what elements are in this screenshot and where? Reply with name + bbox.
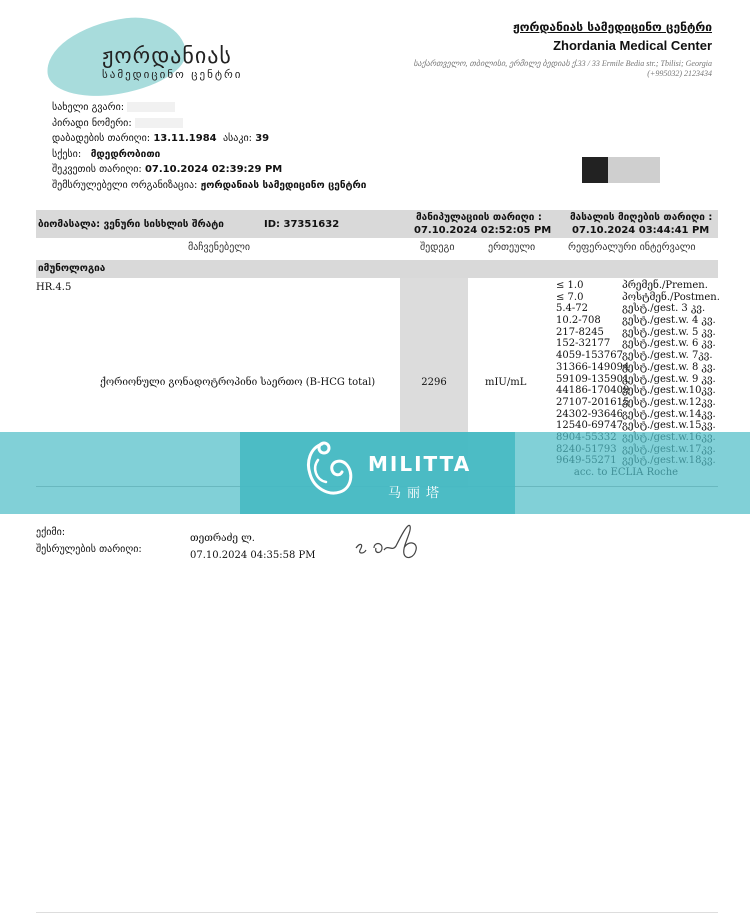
patient-dob-row bbox=[52, 131, 366, 147]
range-label: გესტ./gest.w.10კვ. bbox=[622, 385, 716, 397]
org-label: შემსრულებელი ორგანიზაცია: bbox=[52, 179, 198, 191]
range-row bbox=[556, 362, 716, 374]
range-row bbox=[556, 350, 716, 362]
patient-sex-row bbox=[52, 147, 366, 163]
doctor-label: ექიმი: bbox=[36, 527, 66, 538]
range-value: 12540-69747 bbox=[556, 420, 624, 432]
sample-header-bar bbox=[36, 210, 718, 238]
range-value: 5.4-72 bbox=[556, 303, 589, 315]
address-line2: (+995032) 2123434 bbox=[647, 69, 712, 78]
clinic-address bbox=[413, 59, 712, 79]
patient-id-row bbox=[52, 116, 366, 132]
col-unit: ერთეული bbox=[488, 242, 536, 253]
footer-labels bbox=[36, 524, 142, 558]
test-name: ქორიონული გონადოტროპინი საერთო (B-HCG total) bbox=[100, 377, 376, 388]
range-label: გესტ./gest. 3 კვ. bbox=[622, 303, 706, 315]
clinic-name-eng: Zhordania Medical Center bbox=[553, 38, 712, 53]
range-row bbox=[556, 397, 716, 409]
range-label: გესტ./gest.w. 4 კვ. bbox=[622, 315, 716, 327]
range-row bbox=[556, 315, 716, 327]
logo-line1: ჟორდანიას bbox=[102, 44, 232, 69]
col-result: შედეგი bbox=[420, 242, 455, 253]
range-label: პრემენ./Premen. bbox=[622, 280, 708, 291]
range-value: 24302-93646 bbox=[556, 408, 624, 420]
age-value: 39 bbox=[255, 133, 270, 144]
range-row bbox=[556, 385, 716, 397]
watermark-subtext: 马丽塔 bbox=[388, 486, 446, 501]
range-row bbox=[556, 280, 716, 292]
doctor-value: თეთრაძე ლ. bbox=[190, 533, 255, 544]
manip-date-label: მანიპულაციის თარიღი : bbox=[416, 212, 542, 223]
range-row bbox=[556, 338, 716, 350]
col-indicator: მაჩვენებელი bbox=[188, 242, 251, 253]
org-row bbox=[52, 178, 366, 194]
range-value: 59109-135901 bbox=[556, 373, 630, 385]
range-label: პოსტმენ./Postmen. bbox=[622, 291, 720, 303]
page-bottom-line bbox=[36, 912, 718, 913]
redacted-name bbox=[127, 102, 175, 112]
age-label: ასაკი: bbox=[222, 133, 252, 144]
range-row bbox=[556, 291, 720, 304]
range-value: 44186-170409 bbox=[556, 385, 630, 397]
range-label: გესტ./gest.w.15კვ. bbox=[622, 420, 716, 432]
range-value: ≤ 7.0 bbox=[556, 291, 584, 303]
range-label: გესტ./gest.w. 5 კვ. bbox=[622, 326, 716, 338]
manip-date-value: 07.10.2024 02:52:05 PM bbox=[414, 225, 552, 236]
range-row bbox=[556, 303, 716, 315]
range-value: 152-32177 bbox=[556, 338, 611, 350]
clinic-header bbox=[413, 20, 712, 79]
sample-date-value: 07.10.2024 03:44:41 PM bbox=[572, 225, 710, 236]
range-row bbox=[556, 420, 716, 432]
watermark-icon bbox=[300, 438, 356, 502]
signature-icon bbox=[352, 518, 422, 562]
exec-date-label: შესრულების თარიღი: bbox=[36, 544, 142, 555]
sex-value: მდედრობითი bbox=[90, 148, 161, 160]
test-result: 2296 bbox=[421, 377, 447, 388]
range-label: გესტ./gest.w. 8 კვ. bbox=[622, 361, 716, 373]
logo-line2: სამედიცინო ცენტრი bbox=[102, 68, 243, 81]
order-date-row bbox=[52, 162, 366, 178]
range-value: 31366-149094 bbox=[556, 361, 630, 373]
range-value: 10.2-708 bbox=[556, 315, 601, 327]
patient-name-label: სახელი გვარი: bbox=[52, 102, 125, 113]
dob-label: დაბადების თარიღი: bbox=[52, 133, 151, 144]
section-title: იმუნოლოგია bbox=[36, 260, 718, 278]
patient-info bbox=[52, 100, 366, 193]
order-date-value: 07.10.2024 02:39:29 PM bbox=[144, 164, 283, 175]
redaction-black bbox=[582, 157, 608, 183]
test-code: HR.4.5 bbox=[36, 282, 72, 293]
footer-values bbox=[190, 530, 316, 564]
range-label: გესტ./gest.w.12კვ. bbox=[622, 396, 716, 408]
sample-date-label: მასალის მიღების თარიღი : bbox=[570, 212, 713, 223]
range-value: 27107-201615 bbox=[556, 396, 630, 408]
range-value: 4059-153767 bbox=[556, 350, 624, 362]
range-label: გესტ./gest.w.14კვ. bbox=[622, 408, 716, 420]
patient-name-row bbox=[52, 100, 366, 116]
range-label: გესტ./gest.w. 9 კვ. bbox=[622, 373, 716, 385]
range-row bbox=[556, 409, 716, 421]
range-row bbox=[556, 374, 716, 386]
range-row bbox=[556, 327, 716, 339]
redaction-block bbox=[582, 157, 660, 183]
column-headers bbox=[36, 238, 718, 258]
col-reference: რეფერალური ინტერვალი bbox=[568, 242, 696, 253]
test-unit: mIU/mL bbox=[485, 377, 527, 388]
sample-id: ID: 37351632 bbox=[264, 219, 340, 230]
watermark-text: MILITTA bbox=[368, 452, 472, 476]
redacted-id bbox=[135, 118, 183, 128]
range-label: გესტ./gest.w. 6 კვ. bbox=[622, 338, 716, 350]
range-value: ≤ 1.0 bbox=[556, 280, 584, 291]
address-line1: საქართველო, თბილისი, ერმილე ბედიას ქ.33 / 33 Ermile Bedia str.; Tbilisi; Georgia bbox=[413, 59, 712, 68]
dob-value: 13.11.1984 bbox=[153, 133, 217, 144]
range-label: გესტ./gest.w. 7კვ. bbox=[622, 350, 713, 362]
exec-date-value: 07.10.2024 04:35:58 PM bbox=[190, 550, 316, 561]
order-date-label: შეკვეთის თარიღი: bbox=[52, 164, 142, 175]
org-value: ჟორდანიას სამედიცინო ცენტრი bbox=[200, 179, 367, 191]
clinic-name-geo: ჟორდანიას სამედიცინო ცენტრი bbox=[513, 20, 712, 34]
sex-label: სქესი: bbox=[52, 148, 82, 160]
biomaterial: ბიომასალა: ვენური სისხლის შრატი bbox=[38, 219, 224, 230]
range-value: 217-8245 bbox=[556, 326, 604, 338]
patient-id-label: პირადი ნომერი: bbox=[52, 117, 132, 129]
clinic-logo bbox=[40, 18, 300, 98]
redaction-gray bbox=[608, 157, 660, 183]
